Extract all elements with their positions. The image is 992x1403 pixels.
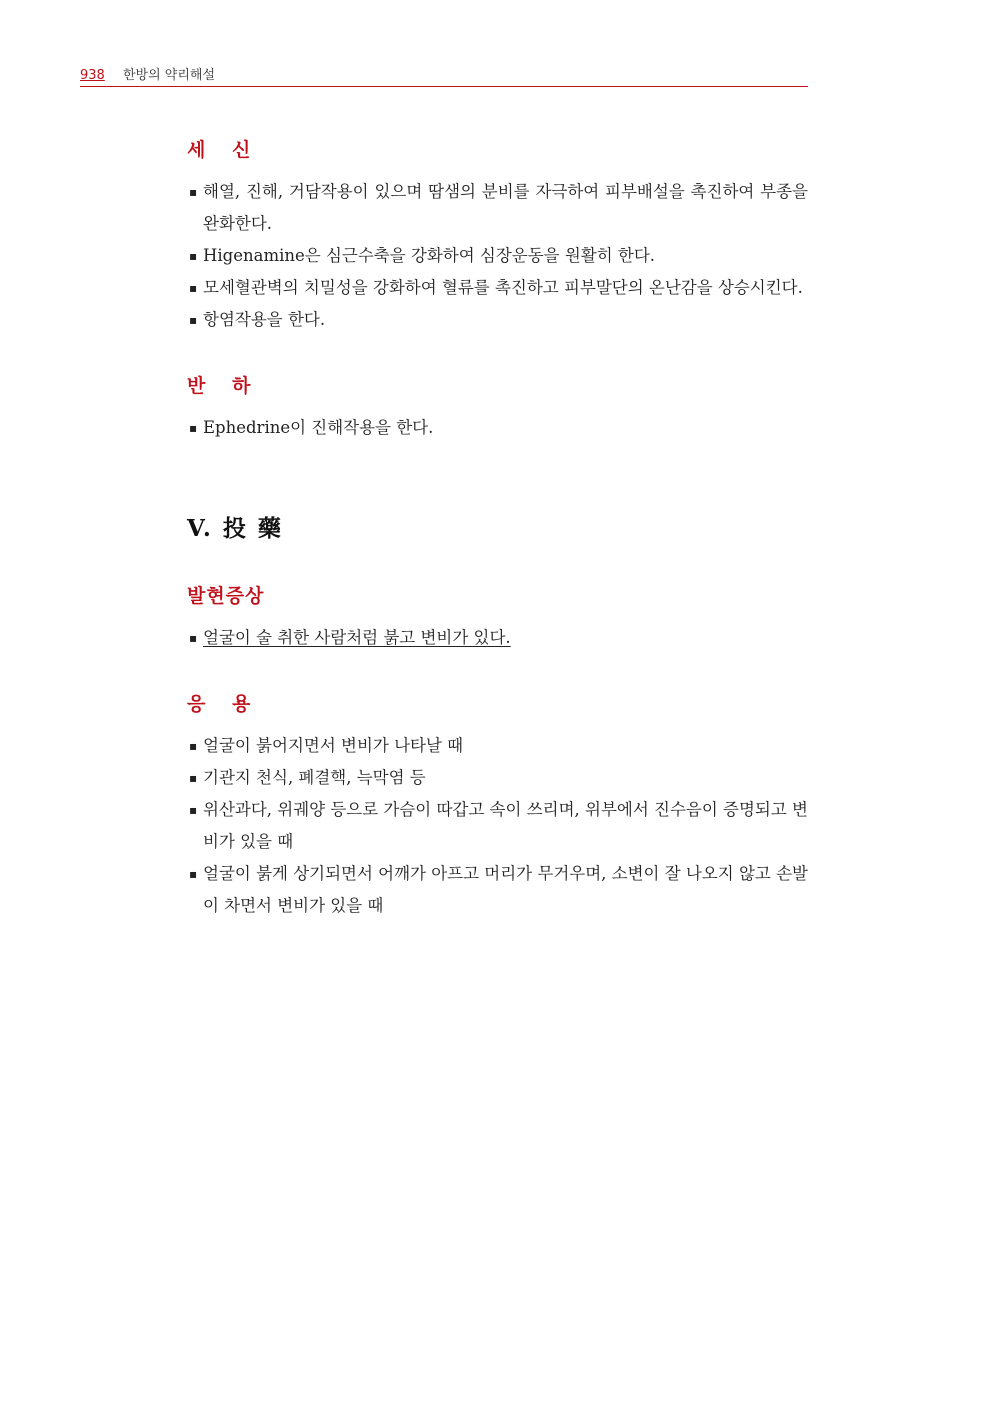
page-content	[187, 136, 808, 922]
bullet-icon: ▪	[189, 771, 198, 785]
spacer	[187, 654, 808, 690]
bullet-icon: ▪	[189, 249, 198, 263]
section-heading-banha: 반 하	[187, 375, 261, 397]
usage-list	[187, 730, 808, 922]
list-item-text: 기관지 천식, 폐결핵, 늑막염 등	[203, 768, 426, 787]
list-item-text: 얼굴이 술 취한 사람처럼 붉고 변비가 있다.	[203, 628, 511, 647]
list-item-text: 얼굴이 붉어지면서 변비가 나타날 때	[203, 736, 464, 755]
list-item-text: Higenamine은 심근수축을 강화하여 심장운동을 원활히 한다.	[203, 246, 656, 265]
list-item-text: 얼굴이 붉게 상기되면서 어깨가 아프고 머리가 무거우며, 소변이 잘 나오지 않고 손발이 차면서 변비가 있을 때	[203, 864, 808, 915]
spacer	[187, 546, 808, 582]
section-heading-usage: 응 용	[187, 693, 261, 715]
list-item	[187, 858, 808, 922]
section-heading-symptoms: 발현증상	[187, 585, 265, 607]
list-item-text: 항염작용을 한다.	[203, 310, 326, 329]
list-item	[187, 176, 808, 240]
page-number: 938	[80, 68, 105, 83]
bullet-icon: ▪	[189, 281, 198, 295]
bullet-icon: ▪	[189, 185, 198, 199]
book-title: 한방의 약리해설	[122, 68, 216, 83]
list-item	[187, 762, 808, 794]
bullet-icon: ▪	[189, 867, 198, 881]
list-item	[187, 240, 808, 272]
sesin-list	[187, 176, 808, 336]
section-heading-sesin: 세 신	[187, 139, 261, 161]
bullet-icon: ▪	[189, 313, 198, 327]
banha-list	[187, 412, 808, 444]
list-item-text: 위산과다, 위궤양 등으로 가슴이 따갑고 속이 쓰리며, 위부에서 진수음이 증명되고 변비가 있을 때	[203, 800, 808, 851]
bullet-icon: ▪	[189, 739, 198, 753]
bullet-icon: ▪	[189, 421, 198, 435]
chapter-heading: V. 投 藥	[187, 515, 283, 542]
list-item	[187, 730, 808, 762]
bullet-icon: ▪	[189, 631, 198, 645]
list-item-text: 해열, 진해, 거담작용이 있으며 땀샘의 분비를 자극하여 피부배설을 촉진하여 부종을 완화한다.	[203, 182, 808, 233]
bullet-icon: ▪	[189, 803, 198, 817]
spacer	[187, 444, 808, 512]
list-item-text: Ephedrine이 진해작용을 한다.	[203, 418, 434, 437]
running-header	[80, 66, 808, 87]
list-item	[187, 794, 808, 858]
list-item	[187, 304, 808, 336]
list-item	[187, 622, 808, 654]
list-item	[187, 272, 808, 304]
list-item	[187, 412, 808, 444]
list-item-text: 모세혈관벽의 치밀성을 강화하여 혈류를 촉진하고 피부말단의 온난감을 상승시킨다.	[203, 278, 803, 297]
spacer	[187, 336, 808, 372]
symptoms-list	[187, 622, 808, 654]
